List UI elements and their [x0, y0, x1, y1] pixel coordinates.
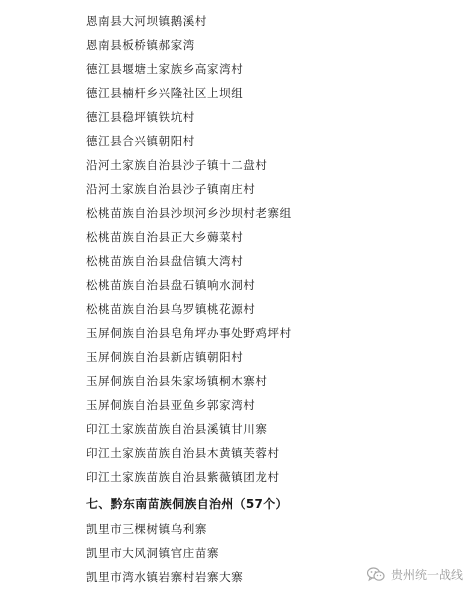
village-entry: 印江土家族苗族自治县紫薇镇团龙村 — [86, 470, 280, 484]
village-entry: 凯里市湾水镇岩寨村岩寨大寨 — [86, 570, 244, 584]
village-entry: 德江县稳坪镇铁坑村 — [86, 110, 195, 124]
village-entry: 松桃苗族自治县盘信镇大湾村 — [86, 254, 244, 268]
village-entry: 恩南县大河坝镇鹅溪村 — [86, 14, 207, 28]
section-heading: 七、黔东南苗族侗族自治州（57个） — [86, 497, 288, 511]
village-entry: 凯里市三棵树镇乌利寨 — [86, 522, 207, 536]
watermark-text: 贵州统一战线 — [390, 568, 463, 582]
village-entry: 凯里市大风洞镇官庄苗寨 — [86, 546, 220, 560]
village-entry: 玉屏侗族自治县亚鱼乡郭家湾村 — [86, 398, 256, 412]
village-entry: 德江县堰塘土家族乡高家湾村 — [86, 62, 244, 76]
village-entry: 印江土家族苗族自治县木黄镇芙蓉村 — [86, 446, 280, 460]
village-entry: 松桃苗族自治县正大乡薅菜村 — [86, 230, 244, 244]
village-entry: 玉屏侗族自治县朱家场镇桐木寨村 — [86, 374, 268, 388]
village-entry: 印江土家族苗族自治县溪镇甘川寨 — [86, 422, 268, 436]
village-entry: 恩南县板桥镇郝家湾 — [86, 38, 195, 52]
watermark — [367, 566, 463, 583]
village-entry: 沿河土家族自治县沙子镇十二盘村 — [86, 158, 268, 172]
village-entry: 松桃苗族自治县沙坝河乡沙坝村老寨组 — [86, 206, 292, 220]
wechat-icon — [367, 567, 385, 582]
village-entry: 德江县合兴镇朝阳村 — [86, 134, 195, 148]
village-entry: 德江县楠杆乡兴隆社区上坝组 — [86, 86, 244, 100]
village-entry: 沿河土家族自治县沙子镇南庄村 — [86, 182, 256, 196]
village-entry: 玉屏侗族自治县皂角坪办事处野鸡坪村 — [86, 326, 292, 340]
village-entry: 松桃苗族自治县乌罗镇桃花源村 — [86, 302, 256, 316]
village-entry: 松桃苗族自治县盘石镇响水洞村 — [86, 278, 256, 292]
village-entry: 玉屏侗族自治县新店镇朝阳村 — [86, 350, 244, 364]
